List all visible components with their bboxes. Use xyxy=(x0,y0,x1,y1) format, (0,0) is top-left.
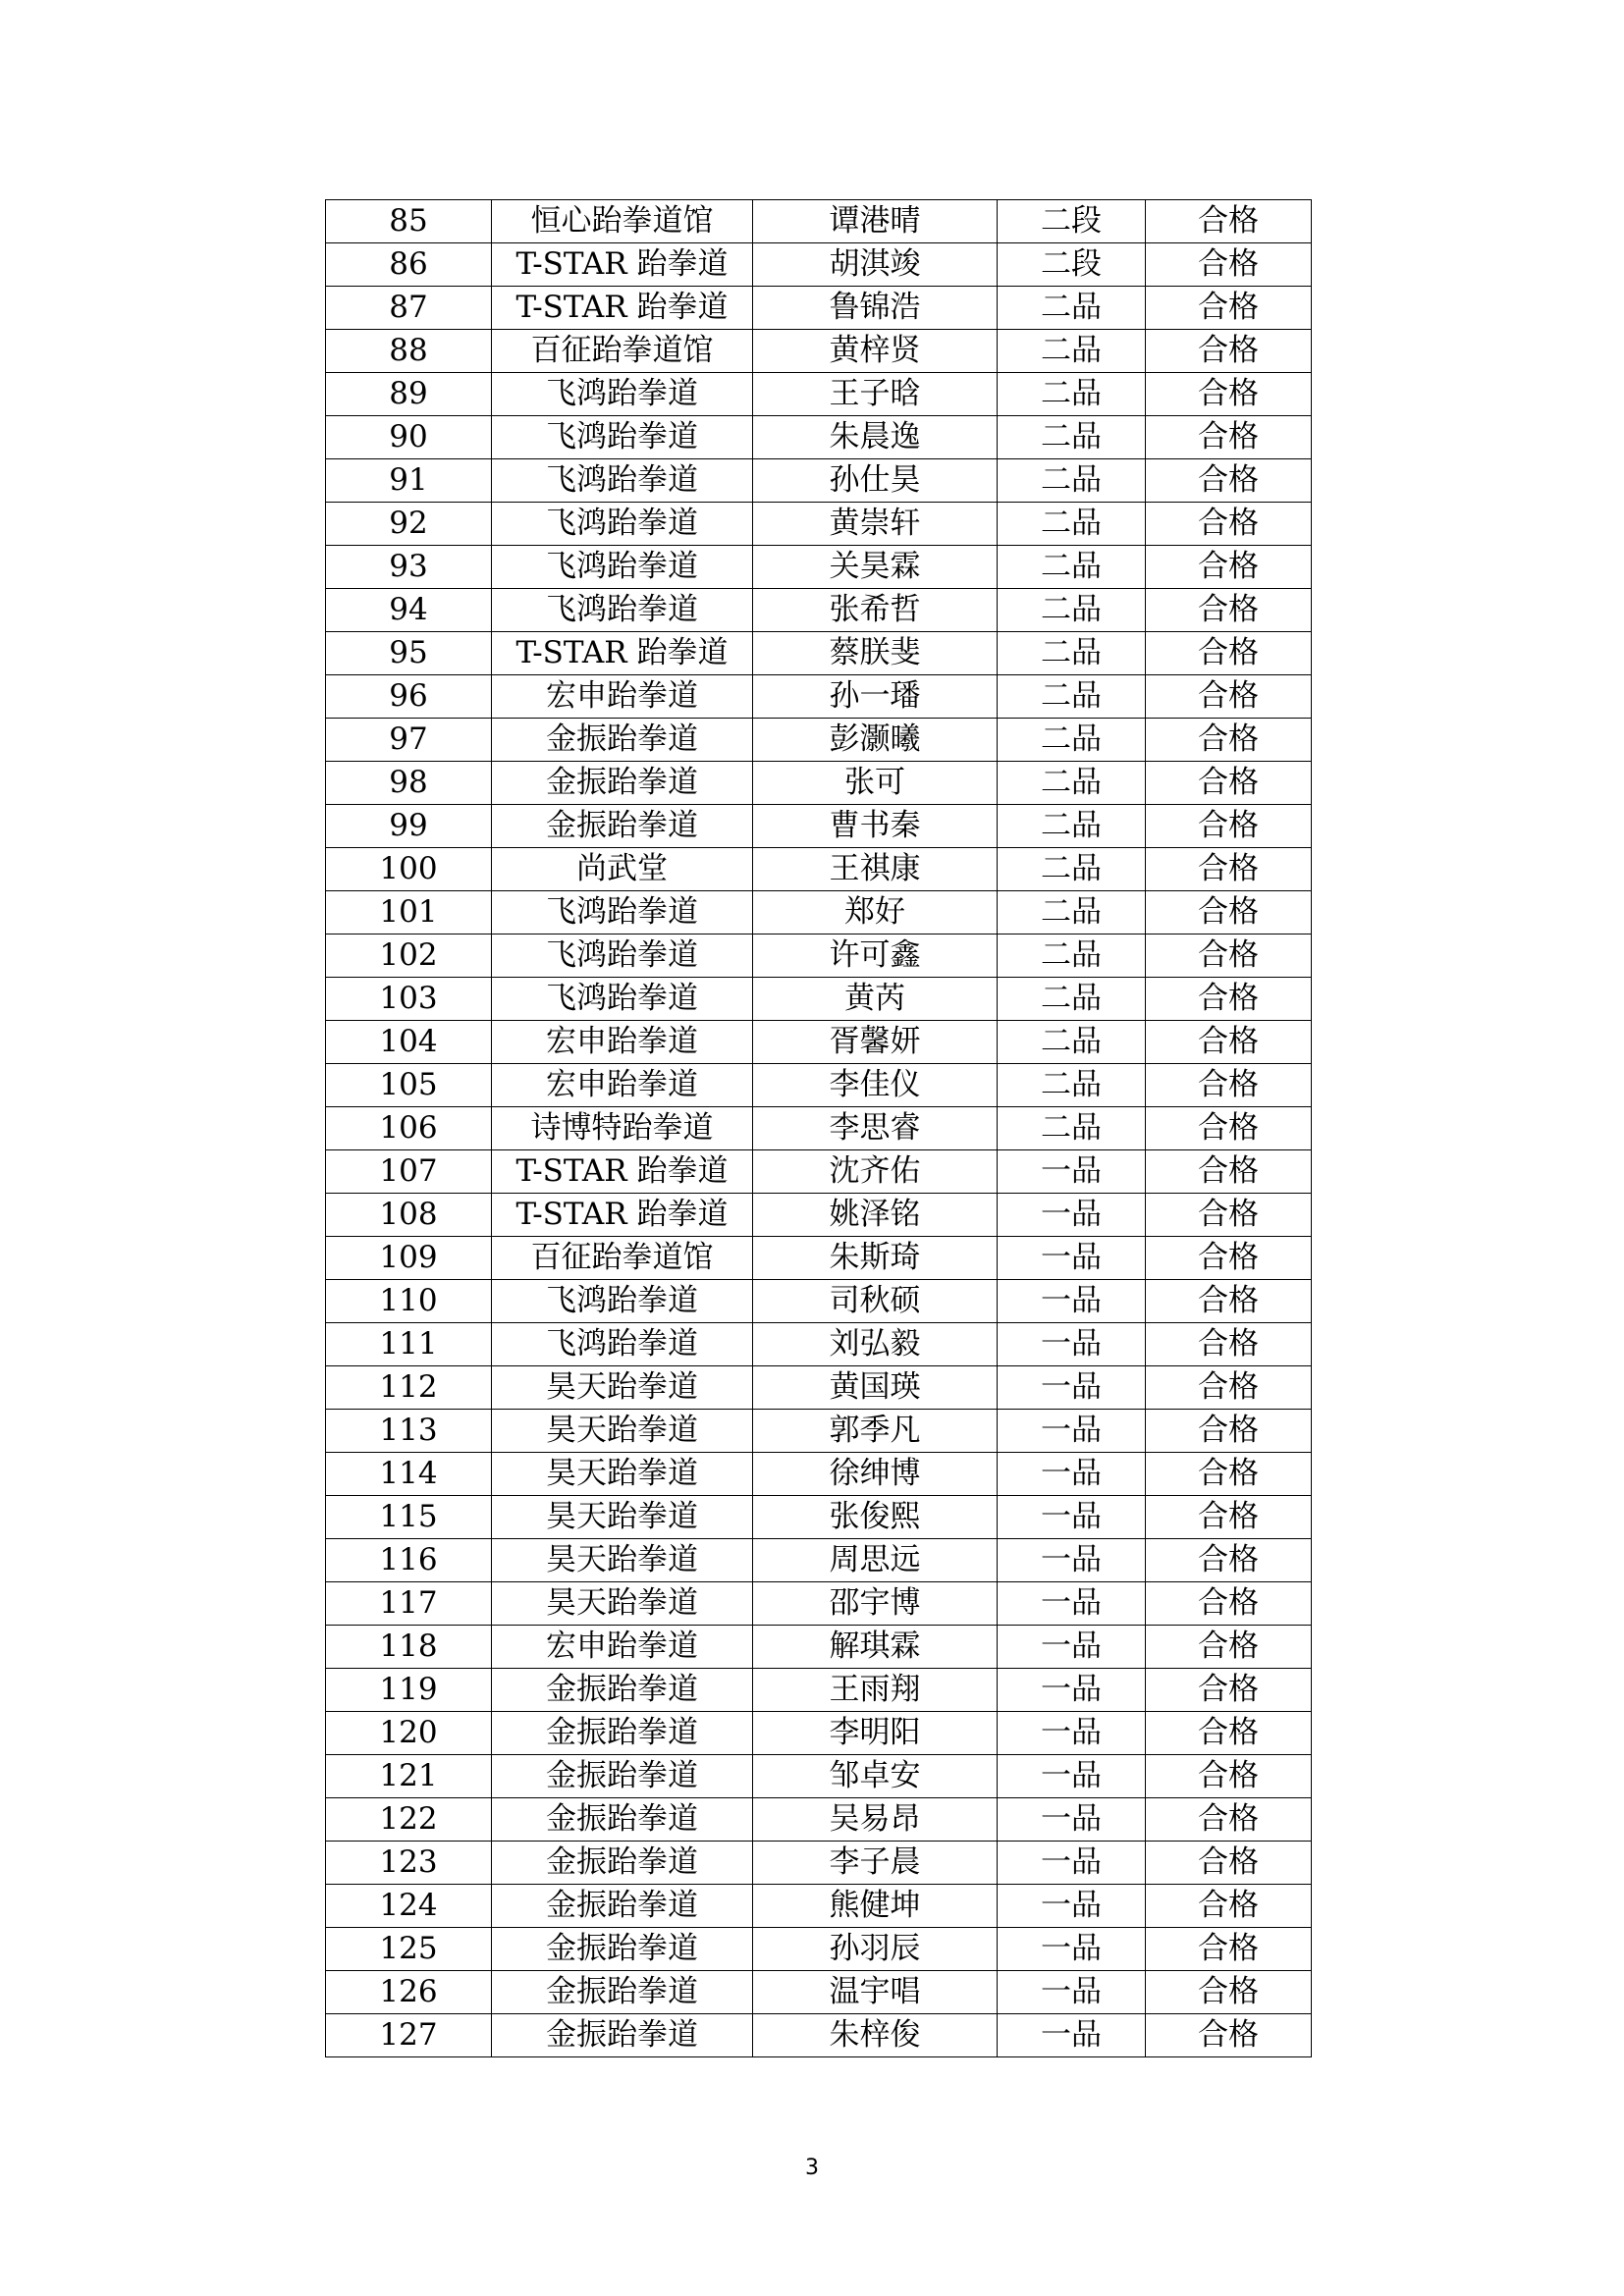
grade-cell: 二品 xyxy=(998,978,1146,1021)
grade-cell: 二品 xyxy=(998,632,1146,675)
school-cell: T-STAR 跆拳道 xyxy=(492,632,753,675)
table-row xyxy=(326,848,1312,891)
table-row xyxy=(326,546,1312,589)
table-row xyxy=(326,1150,1312,1194)
student-name-cell: 熊健坤 xyxy=(753,1885,998,1928)
result-cell: 合格 xyxy=(1146,1280,1312,1323)
row-number-cell: 89 xyxy=(326,373,492,416)
grade-cell: 一品 xyxy=(998,1150,1146,1194)
row-number-cell: 90 xyxy=(326,416,492,459)
result-cell: 合格 xyxy=(1146,373,1312,416)
table-row xyxy=(326,978,1312,1021)
result-cell: 合格 xyxy=(1146,503,1312,546)
school-cell: 金振跆拳道 xyxy=(492,719,753,762)
grade-cell: 一品 xyxy=(998,1669,1146,1712)
result-cell: 合格 xyxy=(1146,1496,1312,1539)
row-number-cell: 106 xyxy=(326,1107,492,1150)
row-number-cell: 121 xyxy=(326,1755,492,1798)
student-name-cell: 王祺康 xyxy=(753,848,998,891)
school-cell: 昊天跆拳道 xyxy=(492,1410,753,1453)
school-cell: 飞鸿跆拳道 xyxy=(492,416,753,459)
row-number-cell: 104 xyxy=(326,1021,492,1064)
table-row xyxy=(326,200,1312,243)
result-cell: 合格 xyxy=(1146,1539,1312,1582)
row-number-cell: 126 xyxy=(326,1971,492,2014)
result-cell: 合格 xyxy=(1146,243,1312,287)
result-cell: 合格 xyxy=(1146,632,1312,675)
result-cell: 合格 xyxy=(1146,805,1312,848)
table-row xyxy=(326,589,1312,632)
result-cell: 合格 xyxy=(1146,1755,1312,1798)
table-row xyxy=(326,243,1312,287)
result-cell: 合格 xyxy=(1146,330,1312,373)
student-name-cell: 张俊熙 xyxy=(753,1496,998,1539)
result-cell: 合格 xyxy=(1146,1323,1312,1366)
student-name-cell: 解琪霖 xyxy=(753,1626,998,1669)
student-name-cell: 沈齐佑 xyxy=(753,1150,998,1194)
grade-cell: 一品 xyxy=(998,1582,1146,1626)
grade-cell: 二品 xyxy=(998,934,1146,978)
grade-cell: 二品 xyxy=(998,589,1146,632)
school-cell: 金振跆拳道 xyxy=(492,1712,753,1755)
results-table xyxy=(325,199,1312,2057)
result-cell: 合格 xyxy=(1146,546,1312,589)
page-number: 3 xyxy=(805,2156,819,2180)
result-cell: 合格 xyxy=(1146,1453,1312,1496)
result-cell: 合格 xyxy=(1146,2014,1312,2057)
row-number-cell: 118 xyxy=(326,1626,492,1669)
grade-cell: 一品 xyxy=(998,1410,1146,1453)
student-name-cell: 黄国瑛 xyxy=(753,1366,998,1410)
student-name-cell: 朱梓俊 xyxy=(753,2014,998,2057)
grade-cell: 一品 xyxy=(998,1885,1146,1928)
row-number-cell: 122 xyxy=(326,1798,492,1842)
row-number-cell: 105 xyxy=(326,1064,492,1107)
table-row xyxy=(326,459,1312,503)
student-name-cell: 黄崇轩 xyxy=(753,503,998,546)
result-cell: 合格 xyxy=(1146,1410,1312,1453)
grade-cell: 二品 xyxy=(998,459,1146,503)
student-name-cell: 曹书秦 xyxy=(753,805,998,848)
table-row xyxy=(326,1107,1312,1150)
school-cell: 金振跆拳道 xyxy=(492,2014,753,2057)
school-cell: 宏申跆拳道 xyxy=(492,1064,753,1107)
school-cell: 宏申跆拳道 xyxy=(492,1021,753,1064)
row-number-cell: 108 xyxy=(326,1194,492,1237)
row-number-cell: 123 xyxy=(326,1842,492,1885)
table-row xyxy=(326,373,1312,416)
table-row xyxy=(326,1539,1312,1582)
table-row xyxy=(326,632,1312,675)
school-cell: 飞鸿跆拳道 xyxy=(492,1323,753,1366)
table-row xyxy=(326,675,1312,719)
row-number-cell: 125 xyxy=(326,1928,492,1971)
school-cell: 飞鸿跆拳道 xyxy=(492,891,753,934)
student-name-cell: 李子晨 xyxy=(753,1842,998,1885)
school-cell: 飞鸿跆拳道 xyxy=(492,589,753,632)
student-name-cell: 胥馨妍 xyxy=(753,1021,998,1064)
grade-cell: 二品 xyxy=(998,1021,1146,1064)
school-cell: 飞鸿跆拳道 xyxy=(492,978,753,1021)
table-row xyxy=(326,287,1312,330)
row-number-cell: 109 xyxy=(326,1237,492,1280)
result-cell: 合格 xyxy=(1146,1582,1312,1626)
grade-cell: 二品 xyxy=(998,762,1146,805)
student-name-cell: 彭灏曦 xyxy=(753,719,998,762)
student-name-cell: 张可 xyxy=(753,762,998,805)
table-row xyxy=(326,1885,1312,1928)
grade-cell: 二段 xyxy=(998,200,1146,243)
school-cell: 诗博特跆拳道 xyxy=(492,1107,753,1150)
grade-cell: 一品 xyxy=(998,1971,1146,2014)
row-number-cell: 114 xyxy=(326,1453,492,1496)
school-cell: 恒心跆拳道馆 xyxy=(492,200,753,243)
grade-cell: 一品 xyxy=(998,1496,1146,1539)
row-number-cell: 88 xyxy=(326,330,492,373)
grade-cell: 二品 xyxy=(998,1107,1146,1150)
row-number-cell: 94 xyxy=(326,589,492,632)
table-row xyxy=(326,330,1312,373)
row-number-cell: 91 xyxy=(326,459,492,503)
row-number-cell: 115 xyxy=(326,1496,492,1539)
student-name-cell: 周思远 xyxy=(753,1539,998,1582)
school-cell: 昊天跆拳道 xyxy=(492,1496,753,1539)
result-cell: 合格 xyxy=(1146,200,1312,243)
row-number-cell: 127 xyxy=(326,2014,492,2057)
grade-cell: 一品 xyxy=(998,1798,1146,1842)
result-cell: 合格 xyxy=(1146,287,1312,330)
table-row xyxy=(326,1366,1312,1410)
table-row xyxy=(326,1496,1312,1539)
grade-cell: 二品 xyxy=(998,546,1146,589)
row-number-cell: 119 xyxy=(326,1669,492,1712)
table-row xyxy=(326,1626,1312,1669)
student-name-cell: 许可鑫 xyxy=(753,934,998,978)
row-number-cell: 124 xyxy=(326,1885,492,1928)
student-name-cell: 朱斯琦 xyxy=(753,1237,998,1280)
row-number-cell: 117 xyxy=(326,1582,492,1626)
school-cell: 金振跆拳道 xyxy=(492,1842,753,1885)
grade-cell: 一品 xyxy=(998,1712,1146,1755)
grade-cell: 二品 xyxy=(998,848,1146,891)
student-name-cell: 姚泽铭 xyxy=(753,1194,998,1237)
grade-cell: 二品 xyxy=(998,891,1146,934)
school-cell: T-STAR 跆拳道 xyxy=(492,1150,753,1194)
table-row xyxy=(326,891,1312,934)
row-number-cell: 96 xyxy=(326,675,492,719)
student-name-cell: 刘弘毅 xyxy=(753,1323,998,1366)
school-cell: 飞鸿跆拳道 xyxy=(492,503,753,546)
row-number-cell: 112 xyxy=(326,1366,492,1410)
grade-cell: 一品 xyxy=(998,1928,1146,1971)
row-number-cell: 99 xyxy=(326,805,492,848)
result-cell: 合格 xyxy=(1146,589,1312,632)
grade-cell: 一品 xyxy=(998,1626,1146,1669)
student-name-cell: 吴易昂 xyxy=(753,1798,998,1842)
school-cell: 宏申跆拳道 xyxy=(492,1626,753,1669)
school-cell: 金振跆拳道 xyxy=(492,1755,753,1798)
result-cell: 合格 xyxy=(1146,934,1312,978)
grade-cell: 二品 xyxy=(998,416,1146,459)
school-cell: 飞鸿跆拳道 xyxy=(492,1280,753,1323)
student-name-cell: 黄梓贤 xyxy=(753,330,998,373)
row-number-cell: 113 xyxy=(326,1410,492,1453)
result-cell: 合格 xyxy=(1146,1064,1312,1107)
row-number-cell: 120 xyxy=(326,1712,492,1755)
result-cell: 合格 xyxy=(1146,1885,1312,1928)
student-name-cell: 孙一璠 xyxy=(753,675,998,719)
result-cell: 合格 xyxy=(1146,1366,1312,1410)
table-row xyxy=(326,1971,1312,2014)
school-cell: 金振跆拳道 xyxy=(492,1928,753,1971)
table-row xyxy=(326,1755,1312,1798)
result-cell: 合格 xyxy=(1146,1798,1312,1842)
table-row xyxy=(326,1669,1312,1712)
school-cell: 飞鸿跆拳道 xyxy=(492,373,753,416)
student-name-cell: 邵宇博 xyxy=(753,1582,998,1626)
table-row xyxy=(326,416,1312,459)
student-name-cell: 张希哲 xyxy=(753,589,998,632)
student-name-cell: 李明阳 xyxy=(753,1712,998,1755)
grade-cell: 二品 xyxy=(998,719,1146,762)
student-name-cell: 关昊霖 xyxy=(753,546,998,589)
result-cell: 合格 xyxy=(1146,1669,1312,1712)
row-number-cell: 98 xyxy=(326,762,492,805)
student-name-cell: 王雨翔 xyxy=(753,1669,998,1712)
school-cell: 飞鸿跆拳道 xyxy=(492,459,753,503)
result-cell: 合格 xyxy=(1146,891,1312,934)
row-number-cell: 110 xyxy=(326,1280,492,1323)
student-name-cell: 孙羽辰 xyxy=(753,1928,998,1971)
grade-cell: 一品 xyxy=(998,1755,1146,1798)
row-number-cell: 85 xyxy=(326,200,492,243)
table-row xyxy=(326,1323,1312,1366)
grade-cell: 二品 xyxy=(998,287,1146,330)
student-name-cell: 李思睿 xyxy=(753,1107,998,1150)
table-row xyxy=(326,1194,1312,1237)
result-cell: 合格 xyxy=(1146,1712,1312,1755)
school-cell: 尚武堂 xyxy=(492,848,753,891)
table-row xyxy=(326,1453,1312,1496)
school-cell: 宏申跆拳道 xyxy=(492,675,753,719)
table-row xyxy=(326,1410,1312,1453)
table-row xyxy=(326,503,1312,546)
grade-cell: 二段 xyxy=(998,243,1146,287)
school-cell: 金振跆拳道 xyxy=(492,1971,753,2014)
row-number-cell: 86 xyxy=(326,243,492,287)
school-cell: 金振跆拳道 xyxy=(492,805,753,848)
student-name-cell: 黄芮 xyxy=(753,978,998,1021)
school-cell: 百征跆拳道馆 xyxy=(492,330,753,373)
table-row xyxy=(326,1928,1312,1971)
student-name-cell: 李佳仪 xyxy=(753,1064,998,1107)
result-cell: 合格 xyxy=(1146,1107,1312,1150)
grade-cell: 二品 xyxy=(998,1064,1146,1107)
grade-cell: 一品 xyxy=(998,1237,1146,1280)
result-cell: 合格 xyxy=(1146,1150,1312,1194)
school-cell: T-STAR 跆拳道 xyxy=(492,287,753,330)
grade-cell: 二品 xyxy=(998,373,1146,416)
student-name-cell: 邹卓安 xyxy=(753,1755,998,1798)
school-cell: 昊天跆拳道 xyxy=(492,1582,753,1626)
table-row xyxy=(326,1712,1312,1755)
result-cell: 合格 xyxy=(1146,1194,1312,1237)
student-name-cell: 蔡朕斐 xyxy=(753,632,998,675)
table-row xyxy=(326,762,1312,805)
grade-cell: 二品 xyxy=(998,330,1146,373)
grade-cell: 一品 xyxy=(998,1453,1146,1496)
result-cell: 合格 xyxy=(1146,848,1312,891)
row-number-cell: 87 xyxy=(326,287,492,330)
table-row xyxy=(326,1021,1312,1064)
grade-cell: 二品 xyxy=(998,805,1146,848)
row-number-cell: 103 xyxy=(326,978,492,1021)
student-name-cell: 温宇唱 xyxy=(753,1971,998,2014)
student-name-cell: 胡淇竣 xyxy=(753,243,998,287)
school-cell: T-STAR 跆拳道 xyxy=(492,1194,753,1237)
result-cell: 合格 xyxy=(1146,978,1312,1021)
result-cell: 合格 xyxy=(1146,1842,1312,1885)
grade-cell: 一品 xyxy=(998,1323,1146,1366)
table-row xyxy=(326,934,1312,978)
student-name-cell: 王子晗 xyxy=(753,373,998,416)
student-name-cell: 谭港晴 xyxy=(753,200,998,243)
row-number-cell: 107 xyxy=(326,1150,492,1194)
table-row xyxy=(326,1582,1312,1626)
school-cell: 金振跆拳道 xyxy=(492,1669,753,1712)
school-cell: 百征跆拳道馆 xyxy=(492,1237,753,1280)
student-name-cell: 徐绅博 xyxy=(753,1453,998,1496)
student-name-cell: 司秋硕 xyxy=(753,1280,998,1323)
results-table-body xyxy=(326,200,1312,2057)
result-cell: 合格 xyxy=(1146,719,1312,762)
result-cell: 合格 xyxy=(1146,1237,1312,1280)
result-cell: 合格 xyxy=(1146,459,1312,503)
grade-cell: 一品 xyxy=(998,1194,1146,1237)
student-name-cell: 鲁锦浩 xyxy=(753,287,998,330)
student-name-cell: 朱晨逸 xyxy=(753,416,998,459)
school-cell: 昊天跆拳道 xyxy=(492,1453,753,1496)
school-cell: 飞鸿跆拳道 xyxy=(492,546,753,589)
result-cell: 合格 xyxy=(1146,1971,1312,2014)
student-name-cell: 孙仕昊 xyxy=(753,459,998,503)
result-cell: 合格 xyxy=(1146,675,1312,719)
grade-cell: 一品 xyxy=(998,1842,1146,1885)
grade-cell: 一品 xyxy=(998,1280,1146,1323)
row-number-cell: 116 xyxy=(326,1539,492,1582)
row-number-cell: 111 xyxy=(326,1323,492,1366)
row-number-cell: 101 xyxy=(326,891,492,934)
grade-cell: 一品 xyxy=(998,1366,1146,1410)
row-number-cell: 102 xyxy=(326,934,492,978)
table-row xyxy=(326,1064,1312,1107)
result-cell: 合格 xyxy=(1146,1626,1312,1669)
row-number-cell: 95 xyxy=(326,632,492,675)
school-cell: 昊天跆拳道 xyxy=(492,1539,753,1582)
row-number-cell: 100 xyxy=(326,848,492,891)
school-cell: 飞鸿跆拳道 xyxy=(492,934,753,978)
grade-cell: 一品 xyxy=(998,1539,1146,1582)
table-row xyxy=(326,2014,1312,2057)
table-row xyxy=(326,719,1312,762)
student-name-cell: 郭季凡 xyxy=(753,1410,998,1453)
table-row xyxy=(326,1798,1312,1842)
result-cell: 合格 xyxy=(1146,1928,1312,1971)
table-row xyxy=(326,1842,1312,1885)
row-number-cell: 92 xyxy=(326,503,492,546)
school-cell: T-STAR 跆拳道 xyxy=(492,243,753,287)
table-row xyxy=(326,1237,1312,1280)
school-cell: 金振跆拳道 xyxy=(492,762,753,805)
school-cell: 金振跆拳道 xyxy=(492,1798,753,1842)
result-cell: 合格 xyxy=(1146,762,1312,805)
student-name-cell: 郑好 xyxy=(753,891,998,934)
grade-cell: 二品 xyxy=(998,503,1146,546)
result-cell: 合格 xyxy=(1146,1021,1312,1064)
grade-cell: 一品 xyxy=(998,2014,1146,2057)
school-cell: 昊天跆拳道 xyxy=(492,1366,753,1410)
grade-cell: 二品 xyxy=(998,675,1146,719)
table-row xyxy=(326,805,1312,848)
school-cell: 金振跆拳道 xyxy=(492,1885,753,1928)
result-cell: 合格 xyxy=(1146,416,1312,459)
row-number-cell: 97 xyxy=(326,719,492,762)
row-number-cell: 93 xyxy=(326,546,492,589)
table-row xyxy=(326,1280,1312,1323)
